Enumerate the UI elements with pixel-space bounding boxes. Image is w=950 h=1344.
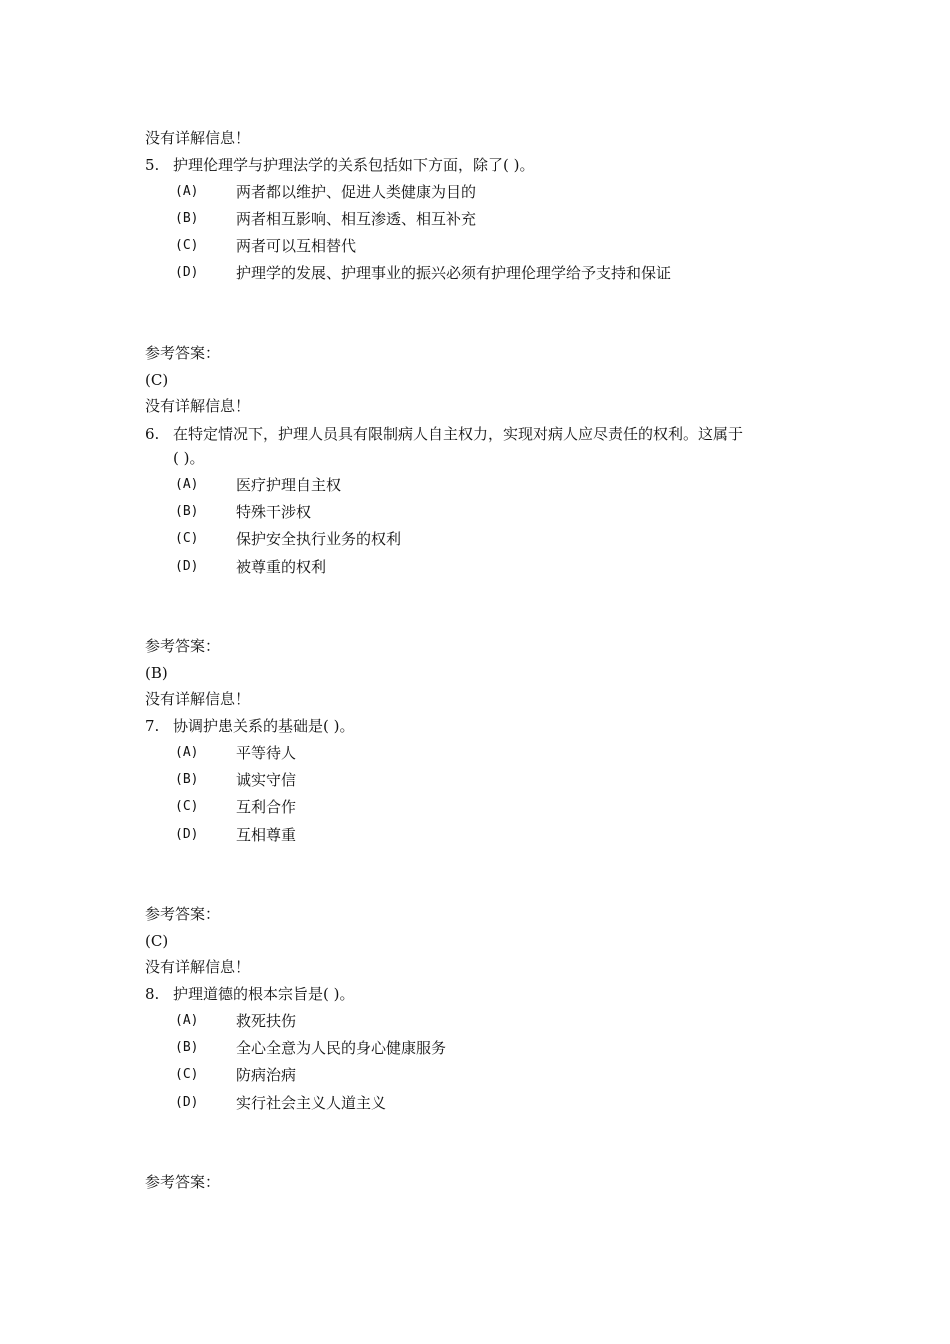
answer-heading: 参考答案： (145, 344, 221, 362)
question-number: 6. (145, 425, 160, 443)
explanation-text: 没有详解信息！ (145, 129, 251, 147)
option-text: 被尊重的权利 (236, 558, 327, 576)
option-label: (A) (175, 184, 199, 199)
option-text: 诚实守信 (236, 771, 297, 789)
explanation-text: 没有详解信息！ (145, 690, 251, 708)
option-label: (C) (175, 1067, 199, 1082)
option-label: (C) (175, 238, 199, 253)
option-label: (A) (175, 477, 199, 492)
option-text: 防病治病 (236, 1066, 297, 1084)
option-label: (D) (175, 827, 199, 842)
option-label: (B) (175, 211, 199, 226)
option-label: (A) (175, 745, 199, 760)
option-label: (D) (175, 1095, 199, 1110)
option-label: (C) (175, 799, 199, 814)
question-text: 协调护患关系的基础是( )。 (173, 717, 355, 735)
answer-heading: 参考答案： (145, 1173, 221, 1191)
question-text-continued: ( )。 (173, 449, 205, 467)
explanation-text: 没有详解信息！ (145, 397, 251, 415)
option-text: 两者都以维护、促进人类健康为目的 (236, 183, 477, 201)
option-text: 保护安全执行业务的权利 (236, 530, 402, 548)
option-label: (B) (175, 504, 199, 519)
question-number: 7. (145, 717, 160, 735)
option-text: 互利合作 (236, 798, 297, 816)
option-text: 实行社会主义人道主义 (236, 1094, 387, 1112)
option-label: (A) (175, 1013, 199, 1028)
answer-heading: 参考答案： (145, 637, 221, 655)
option-label: (D) (175, 559, 199, 574)
question-text: 护理道德的根本宗旨是( )。 (173, 985, 355, 1003)
option-text: 救死扶伤 (236, 1012, 297, 1030)
option-text: 互相尊重 (236, 826, 297, 844)
option-text: 特殊干涉权 (236, 503, 312, 521)
option-text: 护理学的发展、护理事业的振兴必须有护理伦理学给予支持和保证 (236, 264, 672, 282)
option-label: (D) (175, 265, 199, 280)
option-text: 全心全意为人民的身心健康服务 (236, 1039, 447, 1057)
option-label: (B) (175, 772, 199, 787)
question-text: 在特定情况下，护理人员具有限制病人自主权力，实现对病人应尽责任的权利。这属于 (173, 425, 744, 443)
question-number: 8. (145, 985, 160, 1003)
answer-value: (C) (145, 932, 169, 950)
option-label: (C) (175, 531, 199, 546)
answer-value: (C) (145, 371, 169, 389)
answer-value: (B) (145, 664, 168, 682)
explanation-text: 没有详解信息！ (145, 958, 251, 976)
option-text: 平等待人 (236, 744, 297, 762)
option-text: 医疗护理自主权 (236, 476, 342, 494)
option-label: (B) (175, 1040, 199, 1055)
question-text: 护理伦理学与护理法学的关系包括如下方面，除了( )。 (173, 156, 535, 174)
question-number: 5. (145, 156, 160, 174)
option-text: 两者可以互相替代 (236, 237, 357, 255)
answer-heading: 参考答案： (145, 905, 221, 923)
option-text: 两者相互影响、相互渗透、相互补充 (236, 210, 477, 228)
